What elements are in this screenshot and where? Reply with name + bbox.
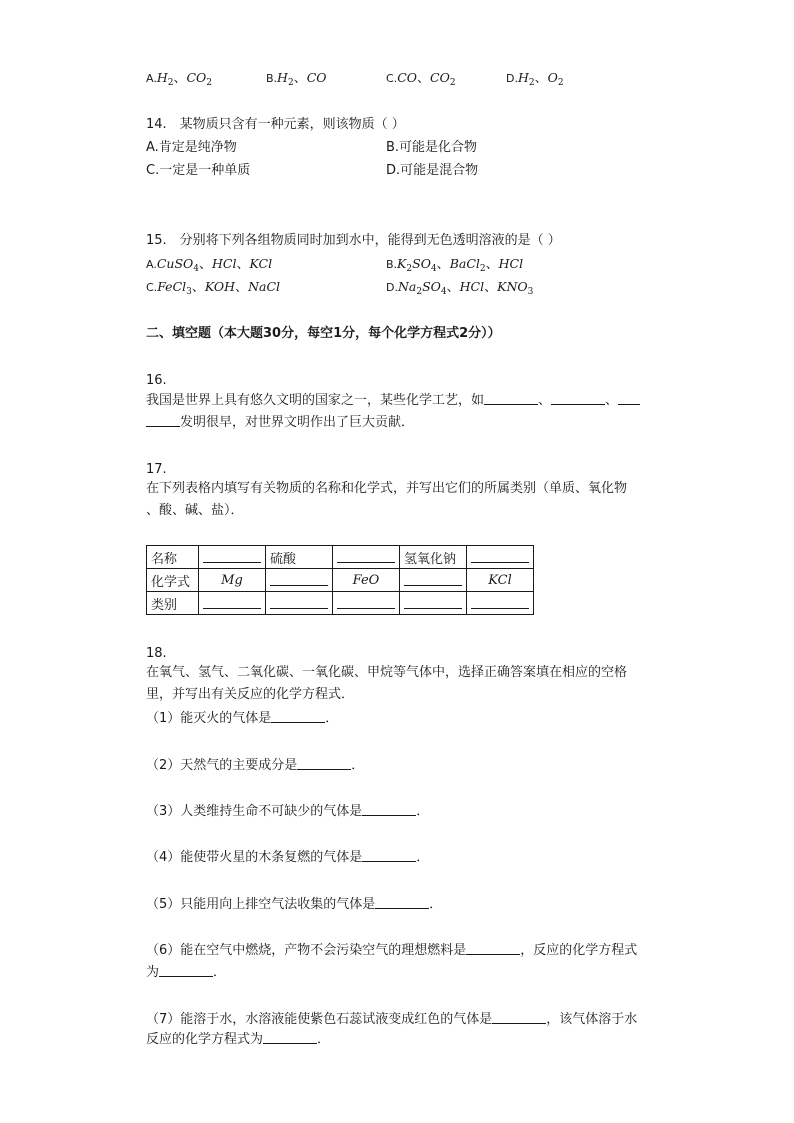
q16-line1: 我国是世界上具有悠久文明的国家之一，某些化学工艺，如 、 、: [146, 392, 640, 409]
table-cell[interactable]: [266, 592, 333, 615]
table-cell[interactable]: [199, 592, 266, 615]
q14-option-b: B.可能是化合物: [386, 140, 478, 155]
table-header-formula: 化学式: [147, 569, 199, 592]
q15-option-a: A.CuSO$_4$、HCl、KCl: [146, 256, 273, 274]
answer-blank[interactable]: [484, 392, 538, 405]
q13-option-d: $D.H_2$、$O_2$: [506, 70, 564, 88]
q15-stem: 15. 分别将下列各组物质同时加到水中，能得到无色透明溶液的是（ ）: [146, 233, 561, 248]
answer-blank[interactable]: [271, 710, 325, 723]
table-cell: 硫酸: [266, 546, 333, 569]
formula-h2: $H_2$: [156, 70, 174, 88]
answer-blank[interactable]: [466, 942, 520, 955]
answer-blank[interactable]: [159, 964, 213, 977]
formula-co2: $CO_2$: [430, 70, 456, 88]
table-cell[interactable]: [400, 569, 467, 592]
substance-table: [146, 545, 534, 615]
answer-blank[interactable]: [362, 849, 416, 862]
q18-part-7-line2: 反应的化学方程式为 ．: [146, 1032, 331, 1047]
q18-number: 18.: [146, 646, 167, 661]
formula-h2: $H_2$: [517, 70, 535, 88]
q15-option-d: $D.Na_2SO_4$、HCl、$KNO_3$: [386, 279, 534, 297]
q14-stem: 14. 某物质只含有一种元素，则该物质（ ）: [146, 117, 405, 132]
q17-line1: 在下列表格内填写有关物质的名称和化学式，并写出它们的所属类别（单质、氧化物: [146, 481, 628, 496]
table-cell[interactable]: [333, 546, 400, 569]
answer-blank[interactable]: [551, 392, 605, 405]
table-cell[interactable]: [467, 546, 534, 569]
formula-o2: $O_2$: [547, 70, 564, 88]
answer-blank[interactable]: [362, 803, 416, 816]
answer-blank[interactable]: [618, 392, 640, 405]
table-row: [147, 569, 534, 592]
table-cell: Mg: [199, 569, 266, 592]
q18-line1: 在氧气、氢气、二氧化碳、一氧化碳、甲烷等气体中，选择正确答案填在相应的空格: [146, 665, 628, 680]
q13-option-a: $A.H_2$、$CO_2$: [146, 70, 213, 88]
q18-part-5: （5）只能用向上排空气法收集的气体是 ．: [146, 897, 443, 912]
q14-option-a: A.肯定是纯净物: [146, 140, 237, 155]
q13-option-c: C.CO、$CO_2$: [386, 70, 456, 88]
q18-part-6-line2: 为 ．: [146, 965, 227, 980]
q18-part-4: （4）能使带火星的木条复燃的气体是 ．: [146, 850, 430, 865]
q18-line2: 里，并写出有关反应的化学方程式．: [146, 687, 355, 702]
formula-co: CO: [397, 70, 417, 85]
answer-blank[interactable]: [297, 757, 351, 770]
table-row: [147, 592, 534, 615]
table-cell: KCl: [467, 569, 534, 592]
q18-part-7-line1: （7）能溶于水，水溶液能使紫色石蕊试液变成红色的气体是 ，该气体溶于水: [146, 1012, 638, 1027]
formula-h2: $H_2$: [277, 70, 294, 88]
answer-blank[interactable]: [375, 896, 429, 909]
q18-part-2: （2）天然气的主要成分是 ．: [146, 758, 365, 773]
q14-option-d: D.可能是混合物: [386, 163, 479, 178]
q14-option-c: C.一定是一种单质: [146, 163, 251, 178]
answer-blank[interactable]: [263, 1031, 317, 1044]
q17-line2: 、酸、碱、盐）．: [146, 503, 244, 518]
q18-part-1: （1）能灭火的气体是 ．: [146, 711, 339, 726]
q15-option-c: C.FeCl$_3$、KOH、NaCl: [146, 279, 281, 297]
table-cell: 氢氧化钠: [400, 546, 467, 569]
q16-number: 16.: [146, 373, 167, 388]
table-cell[interactable]: [333, 592, 400, 615]
q13-option-b: $B.H_2$、CO: [266, 70, 327, 88]
section-heading-fill-in: 二、填空题（本大题30分，每空1分，每个化学方程式2分））: [146, 326, 501, 341]
q15-option-b: $B.K_2SO_4$、BaCl$_2$、HCl: [386, 256, 524, 274]
q18-part-3: （3）人类维持生命不可缺少的气体是 ．: [146, 804, 430, 819]
table-header-name: 名称: [147, 546, 199, 569]
table-cell[interactable]: [199, 546, 266, 569]
formula-co: CO: [306, 70, 327, 85]
table-cell[interactable]: [400, 592, 467, 615]
formula-co2: $CO_2$: [186, 70, 213, 88]
table-row: [147, 546, 534, 569]
table-cell[interactable]: [266, 569, 333, 592]
answer-blank[interactable]: [492, 1011, 546, 1024]
q16-line2: 发明很早，对世界文明作出了巨大贡献．: [146, 414, 414, 431]
q17-number: 17.: [146, 462, 167, 477]
table-cell: FeO: [333, 569, 400, 592]
q18-part-6-line1: （6）能在空气中燃烧，产物不会污染空气的理想燃料是 ，反应的化学方程式: [146, 943, 638, 958]
answer-blank[interactable]: [146, 414, 180, 427]
table-cell[interactable]: [467, 592, 534, 615]
table-header-category: 类别: [147, 592, 199, 615]
